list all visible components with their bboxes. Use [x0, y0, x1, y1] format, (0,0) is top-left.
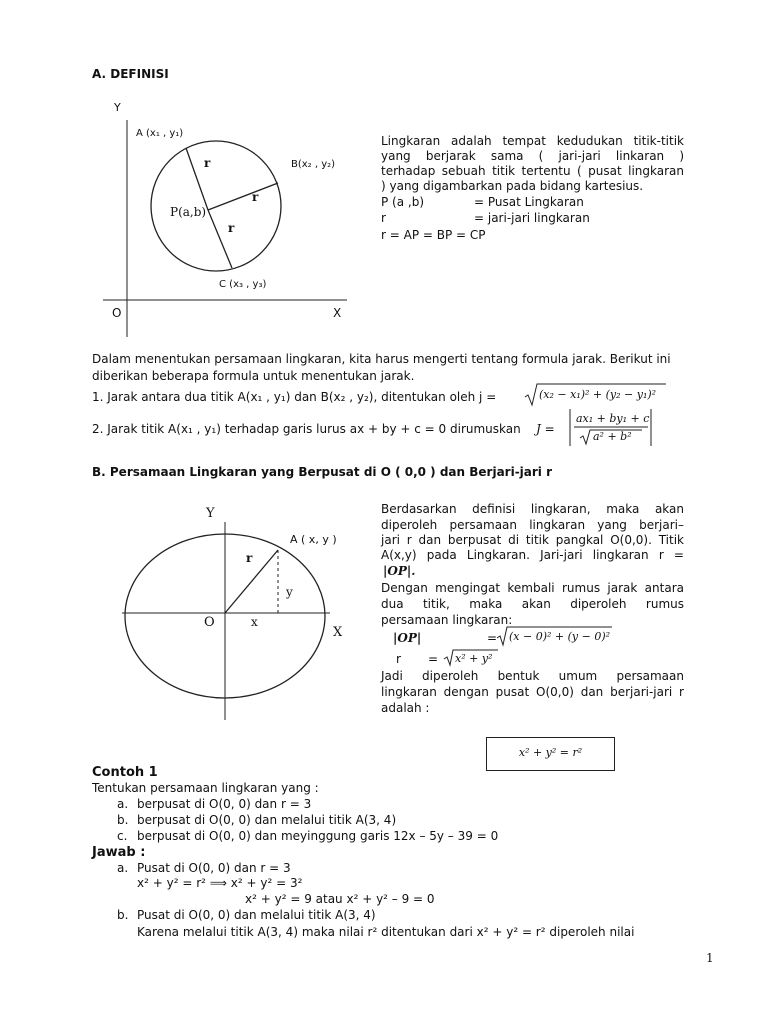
formula-1-text: 1. Jarak antara dua titik A(x₁ , y₁) dan B(x₂ , y₂), ditentukan oleh j =	[92, 390, 497, 404]
example-item-text: berpusat di O(0, 0) dan melalui titik A(3, 4)	[137, 813, 397, 827]
example-item-label: a.	[117, 797, 129, 811]
intro-line-2: diberikan beberapa formula untuk menentukan jarak.	[92, 369, 415, 383]
answer-b-line-1: Pusat di O(0, 0) dan melalui titik A(3, 4)	[137, 908, 376, 922]
eq2-equals: =	[428, 652, 439, 666]
conclusion-line: Jadi diperoleh bentuk umum persamaan	[381, 669, 684, 683]
conclusion-line: lingkaran dengan pusat O(0,0) dan berjari-jari r	[381, 685, 684, 699]
formula-2-denominator: a² + b²	[593, 430, 632, 443]
diagram-a-center: P(a,b)	[170, 205, 207, 219]
definition-line: ) yang digambarkan pada bidang kartesius.	[381, 179, 644, 193]
section-b-heading: B. Persamaan Lingkaran yang Berpusat di O ( 0,0 ) dan Berjari-jari r	[92, 465, 553, 479]
formula-2-numerator: ax₁ + by₁ + c	[576, 412, 650, 425]
diagram-b-point-a: A ( x, y )	[290, 533, 337, 546]
explanation-line: jari r dan berpusat di titik pangkal O(0,0). Titik	[381, 533, 684, 547]
general-equation-box	[486, 737, 615, 771]
diagram-b-y-label: Y	[206, 506, 215, 521]
legend-desc-center: = Pusat Lingkaran	[474, 195, 584, 209]
radius-relation: r = AP = BP = CP	[381, 228, 486, 242]
answer-a-line-2: x² + y² = r² ⟹ x² + y² = 3²	[137, 876, 303, 890]
formula-2-j: J =	[536, 422, 555, 436]
diagram-a-point-a: A (x₁ , y₁)	[136, 128, 184, 139]
answer-title: Jawab :	[92, 845, 146, 860]
explanation-line: Berdasarkan definisi lingkaran, maka akan	[381, 502, 684, 516]
explanation-line: diperoleh persamaan lingkaran yang berjari–	[381, 518, 684, 532]
eq2-rhs: x² + y²	[455, 652, 493, 665]
answer-a-line-3: x² + y² = 9 atau x² + y² – 9 = 0	[245, 892, 435, 906]
diagram-b-y-segment: y	[286, 585, 293, 599]
example-item-label: b.	[117, 813, 129, 827]
eq2-lhs: r	[396, 652, 401, 666]
diagram-a-x-label: X	[333, 306, 342, 320]
example-title: Contoh 1	[92, 765, 158, 780]
example-item-text: berpusat di O(0, 0) dan r = 3	[137, 797, 312, 811]
eq1-rhs: (x − 0)² + (y − 0)²	[509, 630, 611, 643]
explanation-line: dua titik, maka akan diperoleh rumus	[381, 597, 684, 611]
diagram-b-r: r	[246, 551, 253, 565]
diagram-a-r3: r	[228, 221, 235, 235]
example-prompt: Tentukan persamaan lingkaran yang :	[92, 781, 319, 795]
answer-b-line-2: Karena melalui titik A(3, 4) maka nilai r² ditentukan dari x² + y² = r² diperoleh nilai	[137, 925, 635, 939]
diagram-b-origin: O	[204, 615, 215, 630]
conclusion-line: adalah :	[381, 701, 430, 715]
definition-line: Lingkaran adalah tempat kedudukan titik-titik	[381, 134, 684, 148]
op-absolute: |OP|.	[383, 564, 416, 578]
example-item-label: c.	[117, 829, 128, 843]
diagram-a-origin: O	[112, 306, 122, 320]
definition-line: yang berjarak sama ( jari-jari linkaran )	[381, 149, 684, 163]
answer-a-label: a.	[117, 861, 129, 875]
diagram-b-x-label: X	[333, 625, 343, 640]
example-item-text: berpusat di O(0, 0) dan meyinggung garis 12x – 5y – 39 = 0	[137, 829, 499, 843]
answer-a-line-1: Pusat di O(0, 0) dan r = 3	[137, 861, 291, 875]
section-a-heading: A. DEFINISI	[92, 67, 169, 81]
eq1-equals: =	[487, 631, 498, 645]
explanation-line: A(x,y) pada Lingkaran. Jari-jari lingkaran r =	[381, 548, 684, 562]
diagram-a-r1: r	[204, 156, 211, 170]
legend-term-center: P (a ,b)	[381, 195, 425, 209]
eq1-lhs: |OP|	[393, 631, 422, 645]
page-number: 1	[706, 951, 714, 965]
diagram-b-x-segment: x	[251, 615, 258, 629]
legend-desc-radius: = jari-jari lingkaran	[474, 211, 590, 225]
diagram-a-y-label: Y	[114, 101, 121, 114]
formula-1-expression: (x₂ − x₁)² + (y₂ − y₁)²	[539, 388, 657, 401]
formula-2-text: 2. Jarak titik A(x₁ , y₁) terhadap garis lurus ax + by + c = 0 dirumuskan	[92, 422, 521, 436]
diagram-a-point-c: C (x₃ , y₃)	[219, 279, 267, 290]
answer-b-label: b.	[117, 908, 129, 922]
general-equation: x² + y² = r²	[518, 746, 583, 759]
explanation-line: persamaan lingkaran:	[381, 613, 513, 627]
diagram-a-point-b: B(x₂ , y₂)	[291, 159, 336, 170]
diagram-a-r2: r	[252, 190, 259, 204]
intro-line-1: Dalam menentukan persamaan lingkaran, kita harus mengerti tentang formula jarak. Berikut ini	[92, 352, 671, 366]
definition-line: terhadap sebuah titik tertentu ( pusat lingkaran	[381, 164, 684, 178]
explanation-line: Dengan mengingat kembali rumus jarak antara	[381, 581, 684, 595]
legend-term-radius: r	[381, 211, 386, 225]
